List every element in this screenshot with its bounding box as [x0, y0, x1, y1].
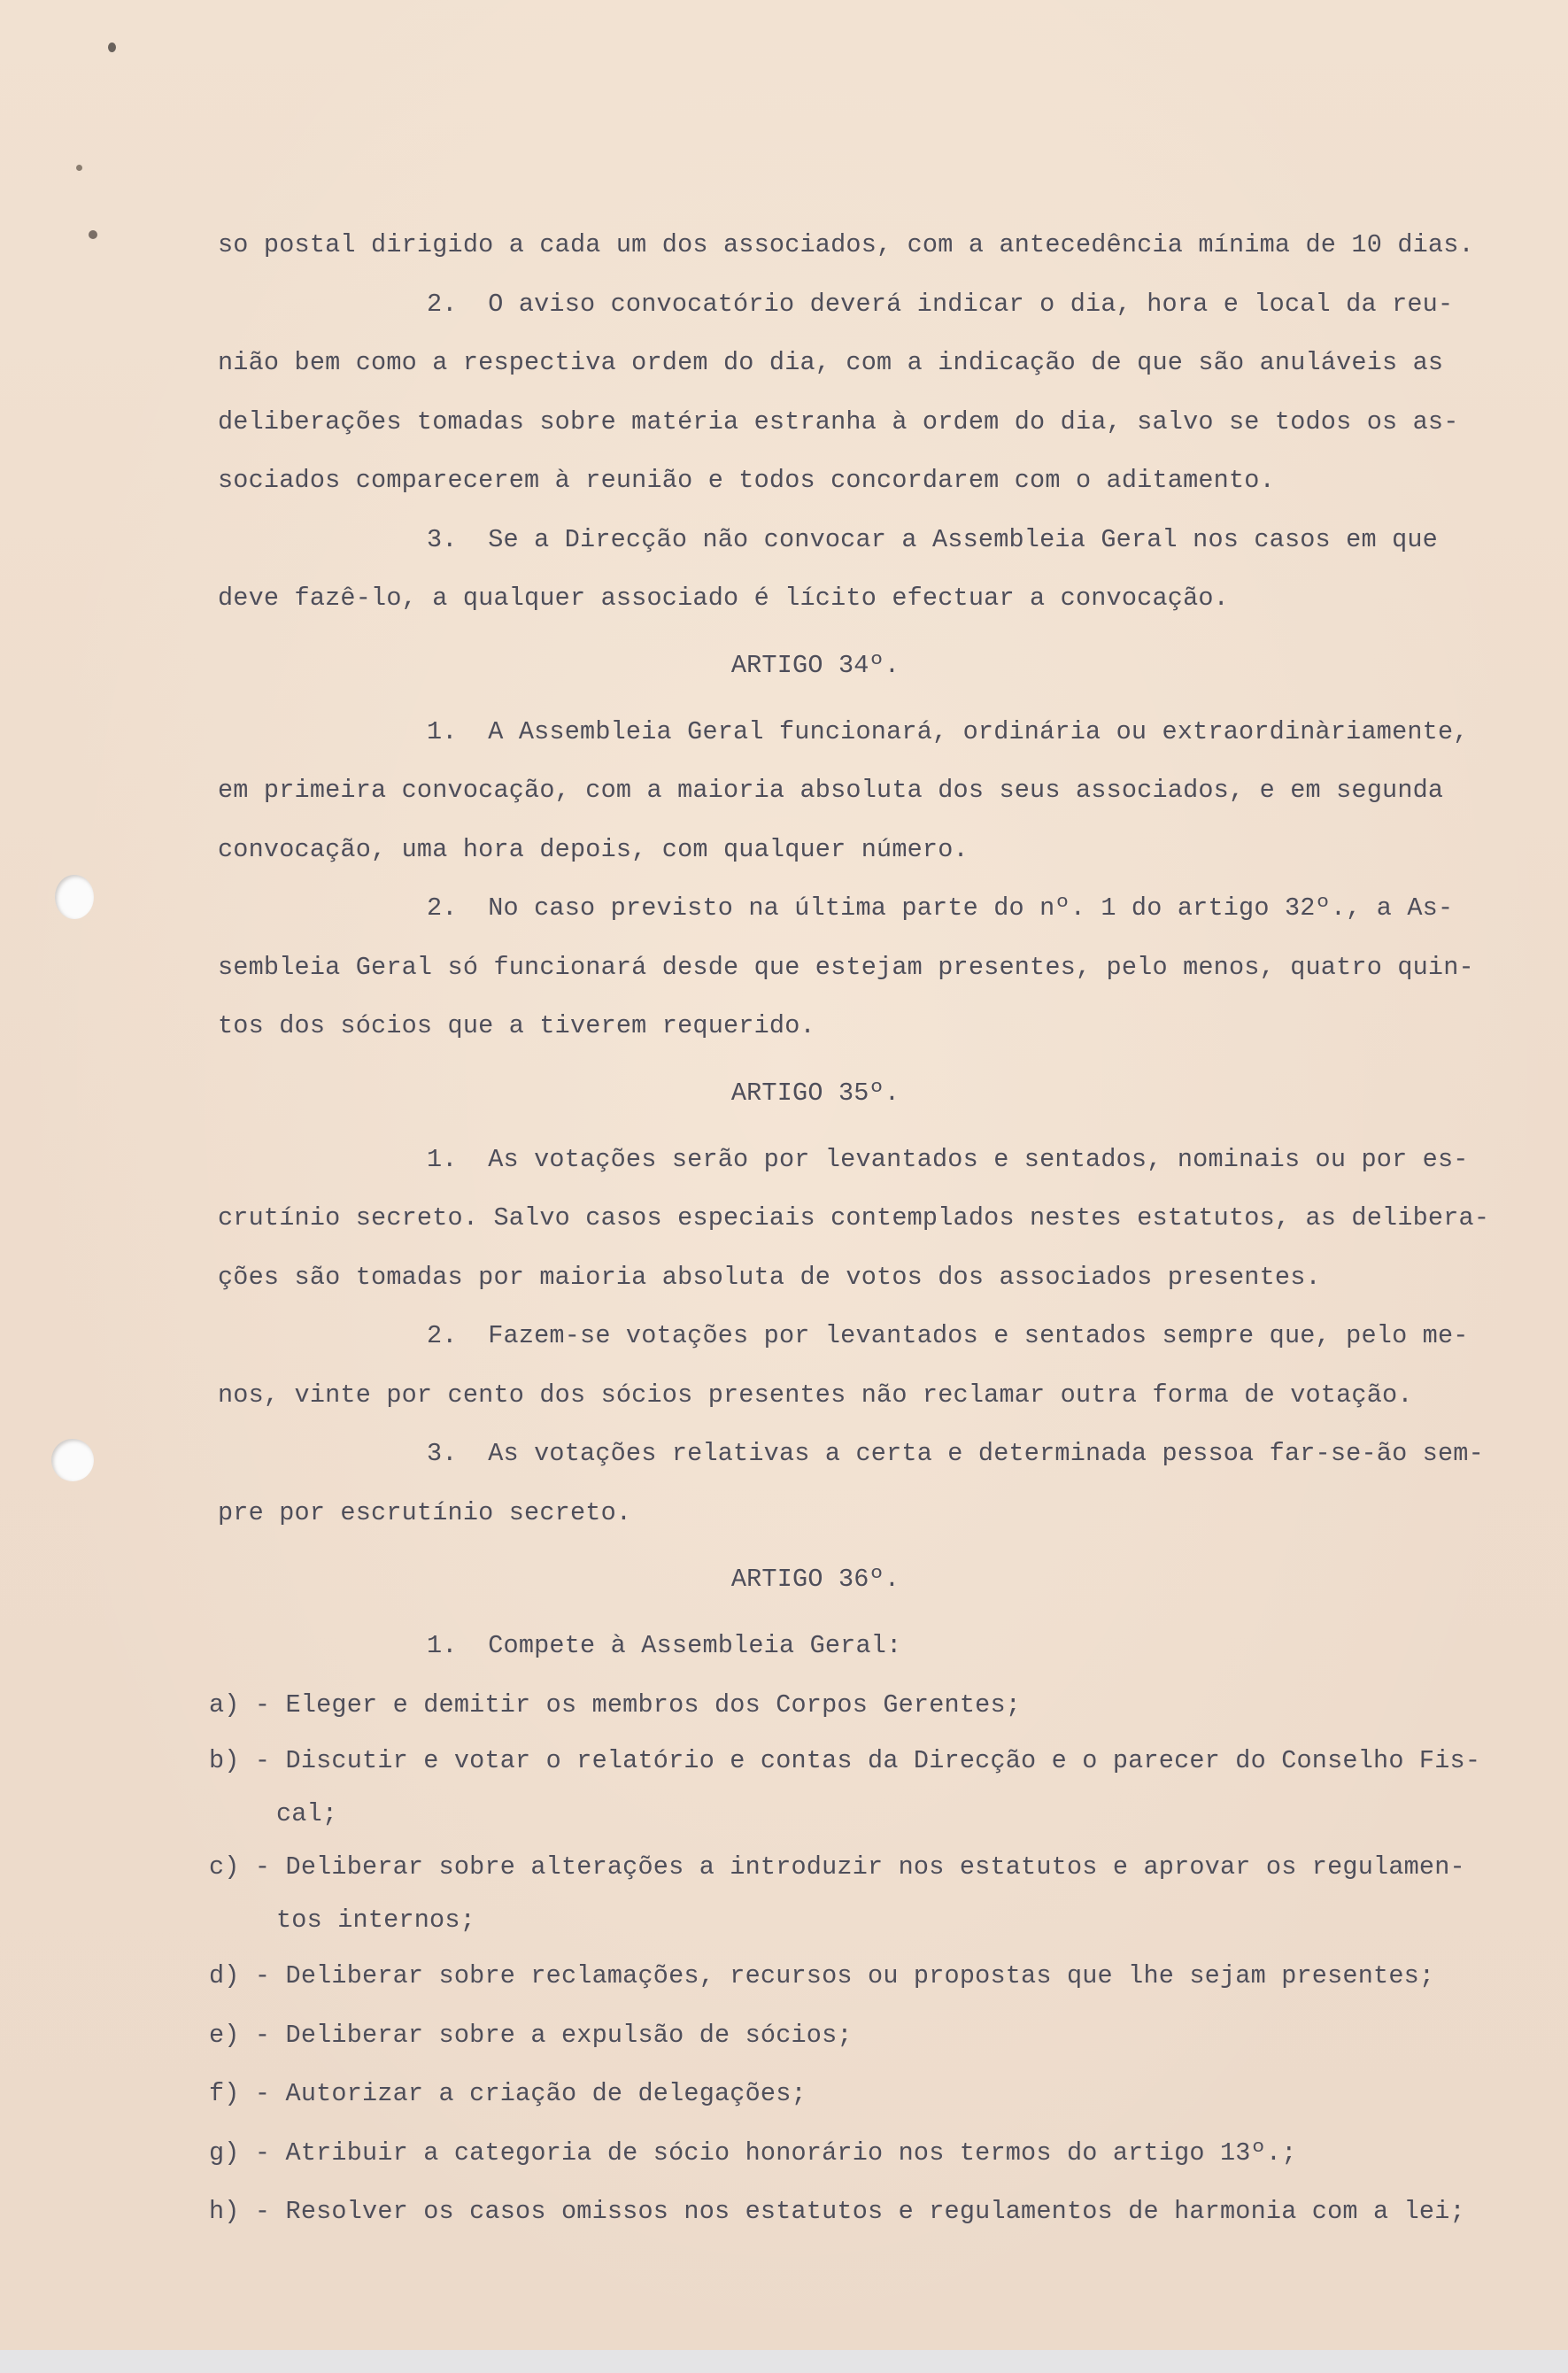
paragraph-line: 2. No caso previsto na última parte do nº. 1 do artigo 32º., a As- [427, 893, 1454, 923]
list-item: c) - Deliberar sobre alterações a introduzir nos estatutos e aprovar os regulamen- [209, 1852, 1465, 1882]
paragraph-line: convocação, uma hora depois, com qualquer número. [218, 834, 969, 864]
paragraph-line: nos, vinte por cento dos sócios presentes não reclamar outra forma de votação. [218, 1380, 1413, 1410]
paragraph-line: 3. Se a Direcção não convocar a Assembleia Geral nos casos em que [427, 524, 1438, 554]
list-item: h) - Resolver os casos omissos nos estatutos e regulamentos de harmonia com a lei; [209, 2197, 1465, 2226]
article-heading: ARTIGO 36º. [730, 1565, 900, 1594]
paragraph-line: so postal dirigido a cada um dos associados, com a antecedência mínima de 10 dias. [218, 230, 1474, 259]
list-item: g) - Atribuir a categoria de sócio honorário nos termos do artigo 13º.; [209, 2137, 1297, 2168]
paragraph-line: nião bem como a respectiva ordem do dia, com a indicação de que são anuláveis as [218, 348, 1444, 377]
paragraph-line: em primeira convocação, com a maioria absoluta dos seus associados, e em segunda [218, 776, 1444, 805]
document-body [209, 216, 1490, 2242]
paragraph-line: 1. Compete à Assembleia Geral: [427, 1631, 902, 1660]
list-item: f) - Autorizar a criação de delegações; [209, 2079, 807, 2108]
scan-bottom-edge [0, 2350, 1568, 2373]
ink-speck [76, 165, 82, 171]
paragraph-line: sembleia Geral só funcionará desde que estejam presentes, pelo menos, quatro quin- [218, 952, 1474, 982]
paragraph-line: pre por escrutínio secreto. [218, 1497, 632, 1527]
list-item: d) - Deliberar sobre reclamações, recursos ou propostas que lhe sejam presentes; [209, 1961, 1435, 1990]
paragraph-line: sociados comparecerem à reunião e todos concordarem com o aditamento. [218, 466, 1275, 495]
paragraph-line: ções são tomadas por maioria absoluta de votos dos associados presentes. [218, 1262, 1321, 1292]
list-item-continuation: tos internos; [276, 1905, 475, 1935]
ink-speck [108, 43, 116, 52]
paragraph-line: 3. As votações relativas a certa e determinada pessoa far-se-ão sem- [427, 1439, 1484, 1468]
ink-speck [89, 230, 97, 239]
paragraph-line: deliberações tomadas sobre matéria estranha à ordem do dia, salvo se todos os as- [218, 406, 1459, 437]
list-item: a) - Eleger e demitir os membros dos Corpos Gerentes; [209, 1689, 1022, 1720]
article-heading: ARTIGO 35º. [730, 1078, 900, 1108]
punch-hole [55, 875, 94, 919]
list-item: b) - Discutir e votar o relatório e contas da Direcção e o parecer do Conselho Fis- [209, 1746, 1481, 1775]
paragraph-line: crutínio secreto. Salvo casos especiais contemplados nestes estatutos, as delibera- [218, 1203, 1490, 1233]
list-item: e) - Deliberar sobre a expulsão de sócios; [209, 2020, 853, 2050]
paragraph-line: 1. As votações serão por levantados e sentados, nominais ou por es- [427, 1144, 1469, 1174]
article-heading: ARTIGO 34º. [730, 650, 900, 680]
paragraph-line: deve fazê-lo, a qualquer associado é lícito efectuar a convocação. [218, 584, 1229, 613]
list-item-continuation: cal; [276, 1799, 338, 1828]
paragraph-line: tos dos sócios que a tiverem requerido. [218, 1011, 815, 1040]
paragraph-line: 2. Fazem-se votações por levantados e sentados sempre que, pelo me- [427, 1321, 1469, 1350]
punch-hole [51, 1439, 94, 1481]
paragraph-line: 1. A Assembleia Geral funcionará, ordinária ou extraordinàriamente, [427, 716, 1469, 746]
paragraph-line: 2. O aviso convocatório deverá indicar o dia, hora e local da reu- [427, 289, 1454, 319]
